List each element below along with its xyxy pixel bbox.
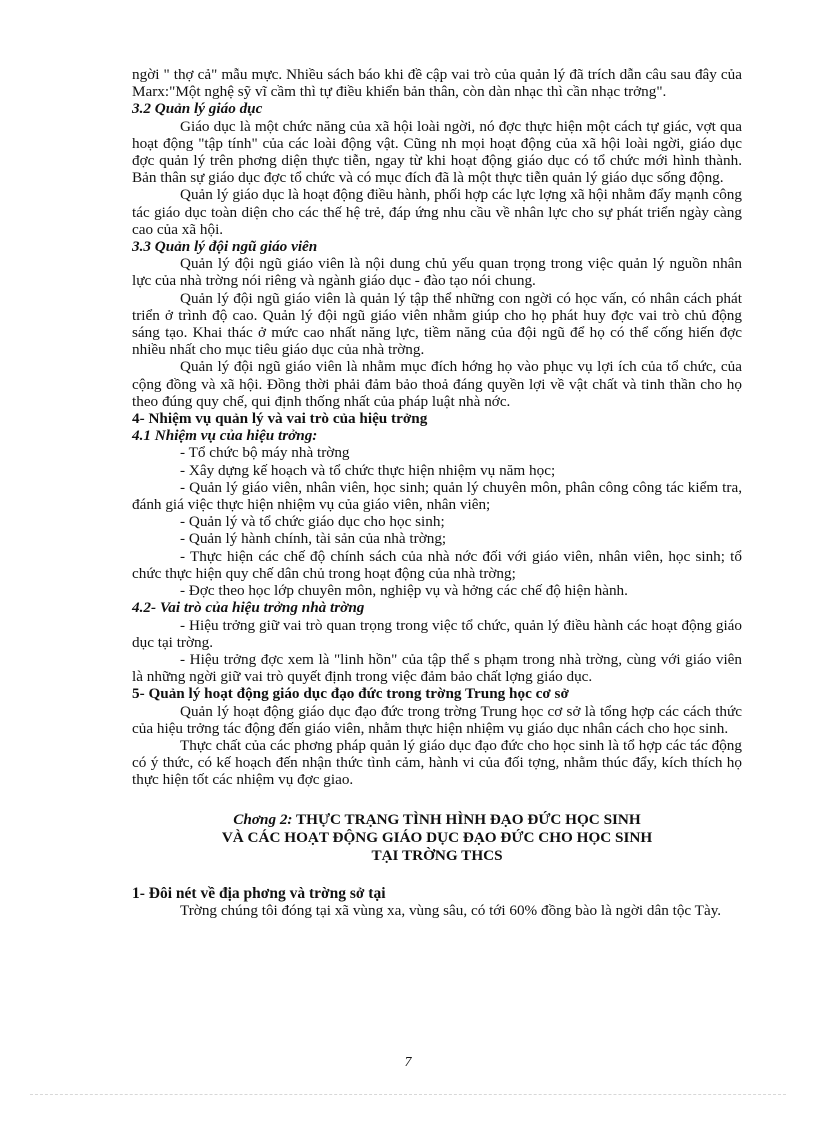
section-heading-4-1: 4.1 Nhiệm vụ của hiệu trởng: (132, 427, 318, 445)
list-item: - Thực hiện các chế độ chính sách của nhà nớc đối với giáo viên, nhân viên, học sinh; tổ chức thực hiện quy chế dân chủ trong hoạt động của nhà trờng; (132, 547, 742, 582)
paragraph: Quản lý hoạt động giáo dục đạo đức trong trờng Trung học cơ sở là tổng hợp các cách thức của hiệu trởng tác động đến giáo viên, nhằm thực hiện nhiệm vụ giáo dục nhân cách cho học sinh. (132, 702, 742, 737)
list-item: - Quản lý hành chính, tài sản của nhà trờng; (180, 530, 447, 548)
paragraph: Quản lý đội ngũ giáo viên là nội dung chủ yếu quan trọng trong việc quản lý nguồn nhân lực của nhà trờng nói riêng và ngành giáo dục - đào tạo nói chung. (132, 255, 742, 290)
paragraph: Giáo dục là một chức năng của xã hội loài ngời, nó đợc thực hiện một cách tự giác, vợt qua hoạt động "tập tính" của các loài động vật. Cũng nh mọi hoạt động của xã hội loài ngời, giáo dục đợc quản lý trên phơng diện thực tiễn, ngay từ khi hoạt động giáo dục có tổ chức mới hình thành. Bản thân sự giáo dục đợc tổ chức và có mục đích đã là một thực tiễn quản lý giáo dục sống động. (132, 117, 742, 187)
chapter-label: Chơng 2: (233, 810, 293, 828)
section-heading-4-2: 4.2- Vai trò của hiệu trởng nhà trờng (132, 599, 365, 617)
list-item: - Đợc theo học lớp chuyên môn, nghiệp vụ và hởng các chế độ hiện hành. (180, 582, 628, 600)
list-item: - Hiệu trởng đợc xem là "linh hồn" của tập thể s phạm trong nhà trờng, cùng với giáo viên là những ngời giữ vai trò quyết định trong việc đảm bảo chất lợng giáo dục. (132, 650, 742, 686)
paragraph: Thực chất của các phơng pháp quản lý giáo dục đạo đức cho học sinh là tổ hợp các tác động có ý thức, có kế hoạch đến nhận thức tình cảm, hành vi của đối tợng, nhằm thúc đẩy, kích thích họ thực hiện tốt các nhiệm vụ đợc giao. (132, 736, 742, 789)
chapter-title (132, 811, 742, 865)
chapter-title-line-3: TẠI TRỜNG THCS (371, 846, 503, 864)
list-item: - Quản lý giáo viên, nhân viên, học sinh; quản lý chuyên môn, phân công công tác kiểm tra, đánh giá việc thực hiện nhiệm vụ của giáo viên, nhân viên; (132, 478, 742, 514)
list-item: - Tổ chức bộ máy nhà trờng (180, 444, 350, 462)
section-heading-5: 5- Quản lý hoạt động giáo dục đạo đức trong trờng Trung học cơ sở (132, 685, 569, 703)
continuation-paragraph: ngời " thợ cả" mẫu mực. Nhiều sách báo khi đề cập vai trò của quản lý đã trích dẫn câu sau đây của Marx:"Một nghệ sỹ vĩ cầm thì tự điều khiển bản thân, còn dàn nhạc thì cần nhạc trởng". (132, 66, 742, 101)
chapter-title-line-2: VÀ CÁC HOẠT ĐỘNG GIÁO DỤC ĐẠO ĐỨC CHO HỌC SINH (221, 828, 653, 846)
section-heading-4: 4- Nhiệm vụ quản lý và vai trò của hiệu trởng (132, 410, 428, 428)
page-number: 7 (404, 1055, 412, 1070)
paragraph: Quản lý giáo dục là hoạt động điều hành, phối hợp các lực lợng xã hội nhằm đẩy mạnh công tác giáo dục toàn diện cho các thế hệ trẻ, đáp ứng nhu cầu về nhân lực cho sự phát triển ngày càng cao của xã hội. (132, 186, 742, 238)
paragraph: Trờng chúng tôi đóng tại xã vùng xa, vùng sâu, có tới 60% đồng bào là ngời dân tộc Tày. (180, 901, 722, 919)
list-item: - Xây dựng kế hoạch và tổ chức thực hiện nhiệm vụ năm học; (180, 461, 556, 479)
page-bottom-divider (30, 1094, 786, 1095)
page-body (132, 66, 742, 919)
section-heading-1: 1- Đôi nét về địa phơng và trờng sở tại (132, 884, 386, 902)
paragraph: Quản lý đội ngũ giáo viên là quản lý tập thể những con ngời có học vấn, có nhân cách phát triển ở trình độ cao. Quản lý đội ngũ giáo viên nhằm giúp cho họ phát huy đợc vai trò chủ động sáng tạo. Khai thác ở mức cao nhất năng lực, tiềm năng của đội ngũ để họ có thể cống hiến đợc nhiều nhất cho mục tiêu giáo dục của nhà trờng. (132, 289, 742, 359)
chapter-title-line-1: Chơng 2: THỰC TRẠNG TÌNH HÌNH ĐẠO ĐỨC HỌC SINH (233, 810, 641, 828)
list-item: - Quản lý và tổ chức giáo dục cho học sinh; (180, 513, 445, 531)
paragraph: Quản lý đội ngũ giáo viên là nhằm mục đích hớng họ vào phục vụ lợi ích của tổ chức, của cộng đồng và xã hội. Đồng thời phải đảm bảo thoả đáng quyền lợi về vật chất và tinh thần cho họ theo đúng quy chế, qui định thống nhất của pháp luật nhà nớc. (132, 358, 742, 410)
section-heading-3-3: 3.3 Quản lý đội ngũ giáo viên (132, 238, 318, 256)
section-heading-3-2: 3.2 Quản lý giáo dục (132, 100, 263, 118)
list-item: - Hiệu trởng giữ vai trò quan trọng trong việc tổ chức, quản lý điều hành các hoạt động giáo dục tại trờng. (132, 616, 742, 651)
